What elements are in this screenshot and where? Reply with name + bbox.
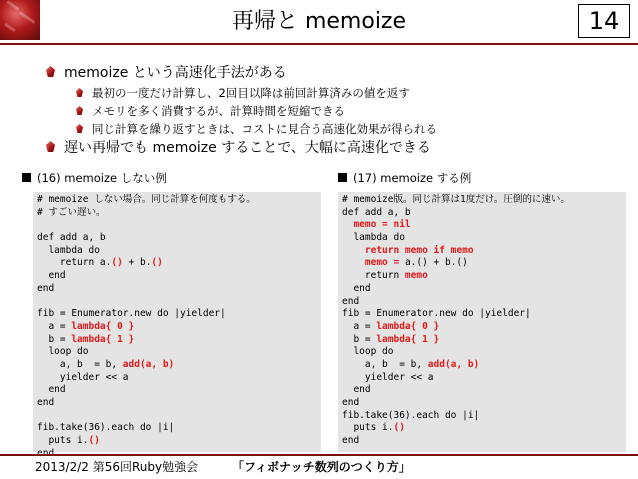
- footer-talk-title: 「フィボナッチ数列のつくり方」: [232, 460, 411, 474]
- code-highlight: add(a, b): [122, 358, 175, 370]
- code-text: fib.take(36).each do |i|: [37, 422, 175, 434]
- code-text: fib = Enumerator.new do |yielder|: [342, 308, 531, 320]
- code-line: [342, 321, 626, 334]
- code-text: # memoize版。同じ計算は1度だけ。圧倒的に速い。: [342, 194, 570, 205]
- code-text: puts i.: [37, 435, 89, 447]
- square-bullet-icon: [22, 173, 31, 182]
- bullet-sub-2-text: メモリを多く消費するが、計算時間を短縮できる: [92, 104, 345, 118]
- code-line: [37, 435, 321, 448]
- code-highlight: memo = nil: [353, 219, 411, 231]
- code-line: [37, 296, 321, 309]
- bullet-sub-2: [92, 103, 345, 119]
- code-line: [342, 372, 626, 385]
- code-highlight: (): [393, 422, 405, 434]
- code-line: [342, 283, 626, 296]
- code-line: [342, 245, 626, 258]
- code-text: end: [342, 435, 360, 447]
- code-line: [37, 321, 321, 334]
- code-text: yielder << a: [342, 371, 434, 383]
- code-line: [342, 346, 626, 359]
- code-line: [342, 296, 626, 309]
- code-line: [342, 397, 626, 410]
- code-line: [37, 257, 321, 270]
- code-text: a =: [37, 320, 72, 332]
- code-highlight: lambda{ 0 }: [376, 320, 440, 332]
- code-text: [342, 245, 365, 256]
- code-line: [37, 359, 321, 372]
- footer-rule: [0, 454, 638, 456]
- code-line: [37, 308, 321, 321]
- code-line: [37, 372, 321, 385]
- code-text: loop do: [37, 346, 89, 358]
- code-text: b =: [342, 333, 377, 345]
- code-text: + b.: [122, 257, 152, 269]
- code-text: puts i.: [342, 422, 394, 434]
- code-text: end: [342, 282, 371, 294]
- header-rule: [0, 43, 638, 45]
- code-highlight: memo: [404, 270, 428, 282]
- code-line: [342, 359, 626, 372]
- code-text: def add a, b: [37, 232, 106, 244]
- left-panel-heading-text: (16) memoize しない例: [37, 171, 167, 185]
- code-line: [37, 346, 321, 359]
- code-text: return: [342, 270, 405, 282]
- code-line: [37, 422, 321, 435]
- code-text: fib = Enumerator.new do |yielder|: [37, 308, 226, 320]
- bullet-main-1: [64, 64, 287, 82]
- bullet-main-2-text: 遅い再帰でも memoize することで、大幅に高速化できる: [64, 140, 431, 156]
- code-line: [37, 397, 321, 410]
- code-text: end: [37, 384, 66, 396]
- code-line: [342, 194, 626, 207]
- code-line: [37, 245, 321, 258]
- code-text: b =: [37, 333, 72, 345]
- page-number: 14: [578, 4, 630, 38]
- bullet-main-1-text: memoize という高速化手法がある: [64, 65, 287, 81]
- code-line: [342, 308, 626, 321]
- code-line: [342, 422, 626, 435]
- right-panel-heading: [338, 170, 471, 186]
- code-line: [342, 410, 626, 423]
- ruby-bullet-icon: [76, 124, 83, 133]
- code-line: [37, 334, 321, 347]
- code-text: fib.take(36).each do |i|: [342, 409, 480, 421]
- bullet-sub-1-text: 最初の一度だけ計算し、2回目以降は前回計算済みの値を返す: [92, 86, 410, 100]
- code-line: [37, 270, 321, 283]
- code-highlight: (): [111, 257, 123, 269]
- code-text: end: [37, 270, 66, 282]
- code-text: lambda do: [37, 244, 100, 256]
- code-line: [37, 410, 321, 423]
- code-line: [37, 207, 321, 220]
- code-line: [342, 232, 626, 245]
- code-line: [37, 384, 321, 397]
- code-highlight: (): [151, 257, 163, 269]
- right-panel-heading-text: (17) memoize する例: [353, 171, 472, 185]
- code-line: [342, 219, 626, 232]
- code-line: [37, 194, 321, 207]
- code-line: [342, 270, 626, 283]
- ruby-bullet-icon: [76, 88, 83, 97]
- code-block-no-memoize: [33, 192, 321, 452]
- code-highlight: lambda{ 1 }: [376, 333, 440, 345]
- code-line: [342, 435, 626, 448]
- code-line: [37, 219, 321, 232]
- code-text: end: [342, 397, 360, 408]
- code-highlight: return memo if memo: [364, 244, 474, 256]
- bullet-main-2: [64, 139, 431, 157]
- code-text: [342, 257, 365, 268]
- code-highlight: lambda{ 0 }: [71, 320, 135, 332]
- code-highlight: memo =: [364, 257, 400, 269]
- code-text: [342, 219, 353, 230]
- code-line: [342, 384, 626, 397]
- bullet-sub-3: [92, 121, 437, 137]
- code-text: end: [37, 397, 55, 408]
- code-text: lambda do: [342, 232, 405, 244]
- ruby-bullet-icon: [46, 66, 55, 77]
- code-text: # memoize しない場合。同じ計算を何度もする。: [37, 194, 256, 205]
- footer-date-event: 2013/2/2 第56回Ruby勉強会: [35, 460, 199, 474]
- code-text: # すごい遅い。: [37, 206, 106, 218]
- code-text: a, b = b,: [342, 358, 428, 370]
- code-text: end: [37, 282, 55, 294]
- code-text: a.() + b.(): [399, 257, 468, 269]
- code-block-memoize: [338, 192, 626, 452]
- code-line: [342, 334, 626, 347]
- code-text: return a.: [37, 257, 112, 269]
- code-text: a =: [342, 320, 377, 332]
- bullet-sub-3-text: 同じ計算を繰り返すときは、コストに見合う高速化効果が得られる: [92, 122, 437, 136]
- ruby-bullet-icon: [76, 106, 83, 115]
- left-panel-heading: [22, 170, 167, 186]
- ruby-bullet-icon: [46, 141, 55, 152]
- square-bullet-icon: [338, 173, 347, 182]
- code-line: [342, 257, 626, 270]
- code-text: loop do: [342, 346, 394, 358]
- code-highlight: add(a, b): [427, 358, 480, 370]
- code-line: [37, 283, 321, 296]
- code-text: def add a, b: [342, 206, 411, 218]
- code-text: a, b = b,: [37, 358, 123, 370]
- code-line: [342, 207, 626, 220]
- code-text: yielder << a: [37, 371, 129, 383]
- code-highlight: (): [88, 435, 100, 447]
- bullet-sub-1: [92, 85, 410, 101]
- code-highlight: lambda{ 1 }: [71, 333, 135, 345]
- code-text: end: [342, 295, 360, 307]
- code-text: end: [342, 384, 371, 396]
- slide-title: 再帰と memoize: [231, 9, 407, 34]
- code-line: [37, 232, 321, 245]
